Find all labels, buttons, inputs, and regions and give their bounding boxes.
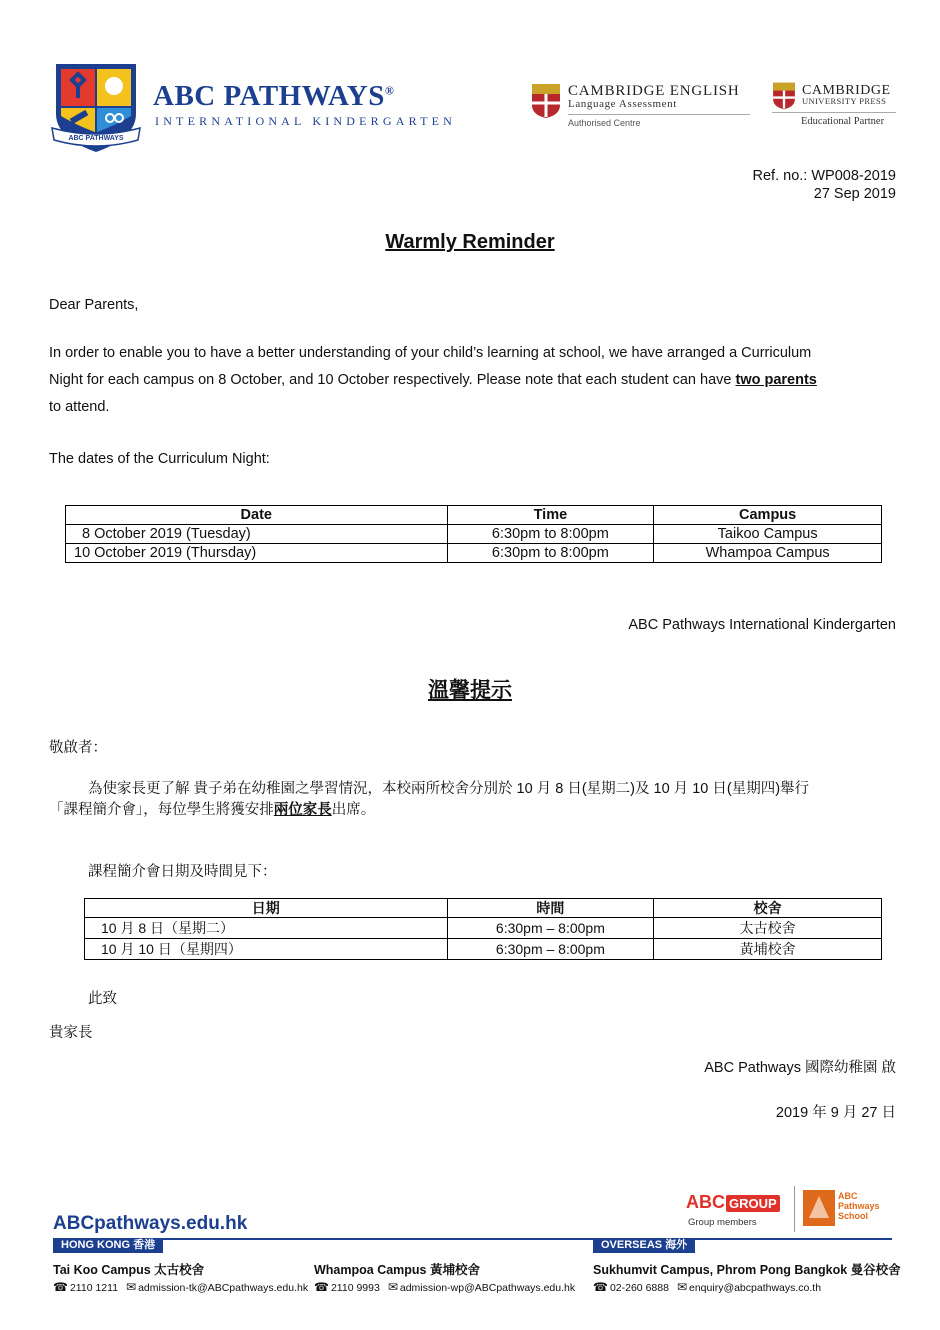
- cell-time: 6:30pm to 8:00pm: [447, 544, 654, 563]
- cambridge-english-sub: Language Assessment: [568, 98, 677, 110]
- cup-note: Educational Partner: [801, 116, 885, 127]
- english-schedule-table: [65, 505, 882, 563]
- english-body-line: In order to enable you to have a better understanding of your child’s learning at school, we have arranged a Curriculum: [49, 345, 812, 361]
- chinese-body-text: 「課程簡介會」，每位學生將獲安排: [49, 802, 274, 818]
- english-body-line: [49, 367, 817, 394]
- divider: [568, 114, 750, 115]
- registered-mark: ®: [384, 83, 395, 98]
- abc-pathways-crest: [50, 58, 142, 154]
- email-link[interactable]: admission-wp@ABCpathways.edu.hk: [399, 1282, 576, 1294]
- campus-taikoo-contact: [53, 1280, 308, 1294]
- english-body-text: Night for each campus on 8 October, and 10 October respectively. Please note that each student can have: [49, 372, 736, 388]
- website-link[interactable]: ABCpathways.edu.hk: [53, 1213, 248, 1234]
- table-row: [66, 525, 882, 544]
- cell-campus: 太古校舍: [654, 918, 882, 939]
- campus-sukhumvit-contact: [593, 1280, 821, 1294]
- header-campus: 校舍: [654, 899, 882, 918]
- cell-campus: Whampoa Campus: [654, 544, 882, 563]
- table-row: [66, 544, 882, 563]
- chinese-body-text: 出席。: [331, 802, 376, 818]
- group-box-text: GROUP: [726, 1195, 780, 1212]
- campus-sukhumvit-name: Sukhumvit Campus, Phrom Pong Bangkok 曼谷校舍: [593, 1263, 901, 1277]
- phone-number[interactable]: 02-260 6888: [609, 1282, 669, 1294]
- school-logo-line: ABC: [838, 1191, 858, 1201]
- chinese-salutation: 敬啟者：: [49, 740, 107, 756]
- table-row: [85, 918, 882, 939]
- english-salutation: Dear Parents,: [49, 297, 139, 313]
- reference-block: [753, 167, 896, 203]
- english-title: Warmly Reminder: [385, 231, 555, 253]
- chinese-recipient: 貴家長: [49, 1025, 93, 1041]
- cell-date: 8 October 2019 (Tuesday): [66, 525, 448, 544]
- emphasis-two-parents-zh: 兩位家長: [273, 802, 332, 818]
- header-date: Date: [66, 506, 448, 525]
- cell-date: 10 月 10 日（星期四）: [85, 939, 448, 960]
- school-logo-line: School: [838, 1211, 869, 1221]
- phone-icon: ☎: [53, 1280, 68, 1294]
- abc-pathways-school-logo-icon: [803, 1190, 835, 1226]
- chinese-body-line: 為使家長更了解 貴子弟在幼稚園之學習情況，本校兩所校舍分別於 10 月 8 日(星期二)及 10 月 10 日(星期四)舉行: [88, 781, 810, 797]
- abc-group-logo: [686, 1192, 780, 1213]
- table-header-row: [85, 899, 882, 918]
- table-header-row: [66, 506, 882, 525]
- phone-number[interactable]: 2110 9993: [330, 1282, 380, 1294]
- school-name: [153, 80, 394, 113]
- cup-sub: UNIVERSITY PRESS: [802, 96, 887, 106]
- header-time: 時間: [447, 899, 654, 918]
- school-name-text: ABC PATHWAYS: [153, 80, 385, 112]
- reference-date: 27 Sep 2019: [813, 186, 896, 202]
- campus-taikoo-name: Tai Koo Campus 太古校舍: [53, 1263, 205, 1277]
- chinese-body-line: [49, 798, 375, 819]
- phone-icon: ☎: [593, 1280, 608, 1294]
- divider: [794, 1186, 795, 1232]
- phone-number[interactable]: 2110 1211: [69, 1282, 119, 1294]
- cell-campus: 黃埔校舍: [654, 939, 882, 960]
- school-logo-line: Pathways: [838, 1201, 880, 1211]
- chinese-dates-intro: 課程簡介會日期及時間見下：: [88, 864, 277, 880]
- cell-time: 6:30pm to 8:00pm: [447, 525, 654, 544]
- chinese-date: 2019 年 9 月 27 日: [775, 1105, 896, 1121]
- chinese-signature: ABC Pathways 國際幼稚園 啟: [704, 1060, 896, 1076]
- english-signature: ABC Pathways International Kindergarten: [628, 617, 896, 633]
- chinese-closing: 此致: [88, 991, 117, 1007]
- mail-icon: ✉: [676, 1280, 687, 1294]
- crest-ribbon-text: ABC PATHWAYS: [68, 135, 124, 142]
- chinese-title: 溫馨提示: [428, 679, 512, 702]
- mail-icon: ✉: [387, 1280, 398, 1294]
- overseas-label: OVERSEAS 海外: [593, 1238, 695, 1253]
- table-row: [85, 939, 882, 960]
- chinese-schedule-table: [84, 898, 882, 960]
- phone-icon: ☎: [314, 1280, 329, 1294]
- cambridge-english-crest-icon: [531, 83, 561, 119]
- campus-whampoa-name: Whampoa Campus 黃埔校舍: [314, 1263, 480, 1277]
- cell-time: 6:30pm – 8:00pm: [447, 939, 654, 960]
- cell-campus: Taikoo Campus: [654, 525, 882, 544]
- group-members-note: Group members: [688, 1217, 757, 1228]
- cambridge-university-press-crest-icon: [772, 82, 796, 110]
- abc-pathways-school-text: [838, 1191, 880, 1221]
- emphasis-two-parents: two parents: [735, 372, 817, 388]
- email-link[interactable]: enquiry@abcpathways.co.th: [689, 1282, 822, 1294]
- header-date: 日期: [85, 899, 448, 918]
- cambridge-english-note: Authorised Centre: [568, 118, 641, 128]
- header-campus: Campus: [654, 506, 882, 525]
- cell-time: 6:30pm – 8:00pm: [447, 918, 654, 939]
- cell-date: 10 October 2019 (Thursday): [66, 544, 448, 563]
- english-dates-intro: The dates of the Curriculum Night:: [49, 451, 270, 467]
- english-body: [49, 340, 817, 421]
- campus-whampoa-contact: [314, 1280, 575, 1294]
- cambridge-english-title: CAMBRIDGE ENGLISH: [568, 83, 740, 99]
- email-link[interactable]: admission-tk@ABCpathways.edu.hk: [138, 1282, 309, 1294]
- hong-kong-label: HONG KONG 香港: [53, 1238, 163, 1253]
- footer-rule: [53, 1238, 892, 1240]
- cup-title: CAMBRIDGE: [802, 83, 891, 98]
- header-time: Time: [447, 506, 654, 525]
- reference-number: Ref. no.: WP008-2019: [752, 168, 896, 184]
- divider: [772, 112, 896, 113]
- mail-icon: ✉: [126, 1280, 137, 1294]
- cell-date: 10 月 8 日（星期二）: [85, 918, 448, 939]
- english-body-line: to attend.: [49, 399, 110, 415]
- school-subtitle: INTERNATIONAL KINDERGARTEN: [155, 114, 457, 128]
- group-abc-text: ABC: [686, 1192, 725, 1212]
